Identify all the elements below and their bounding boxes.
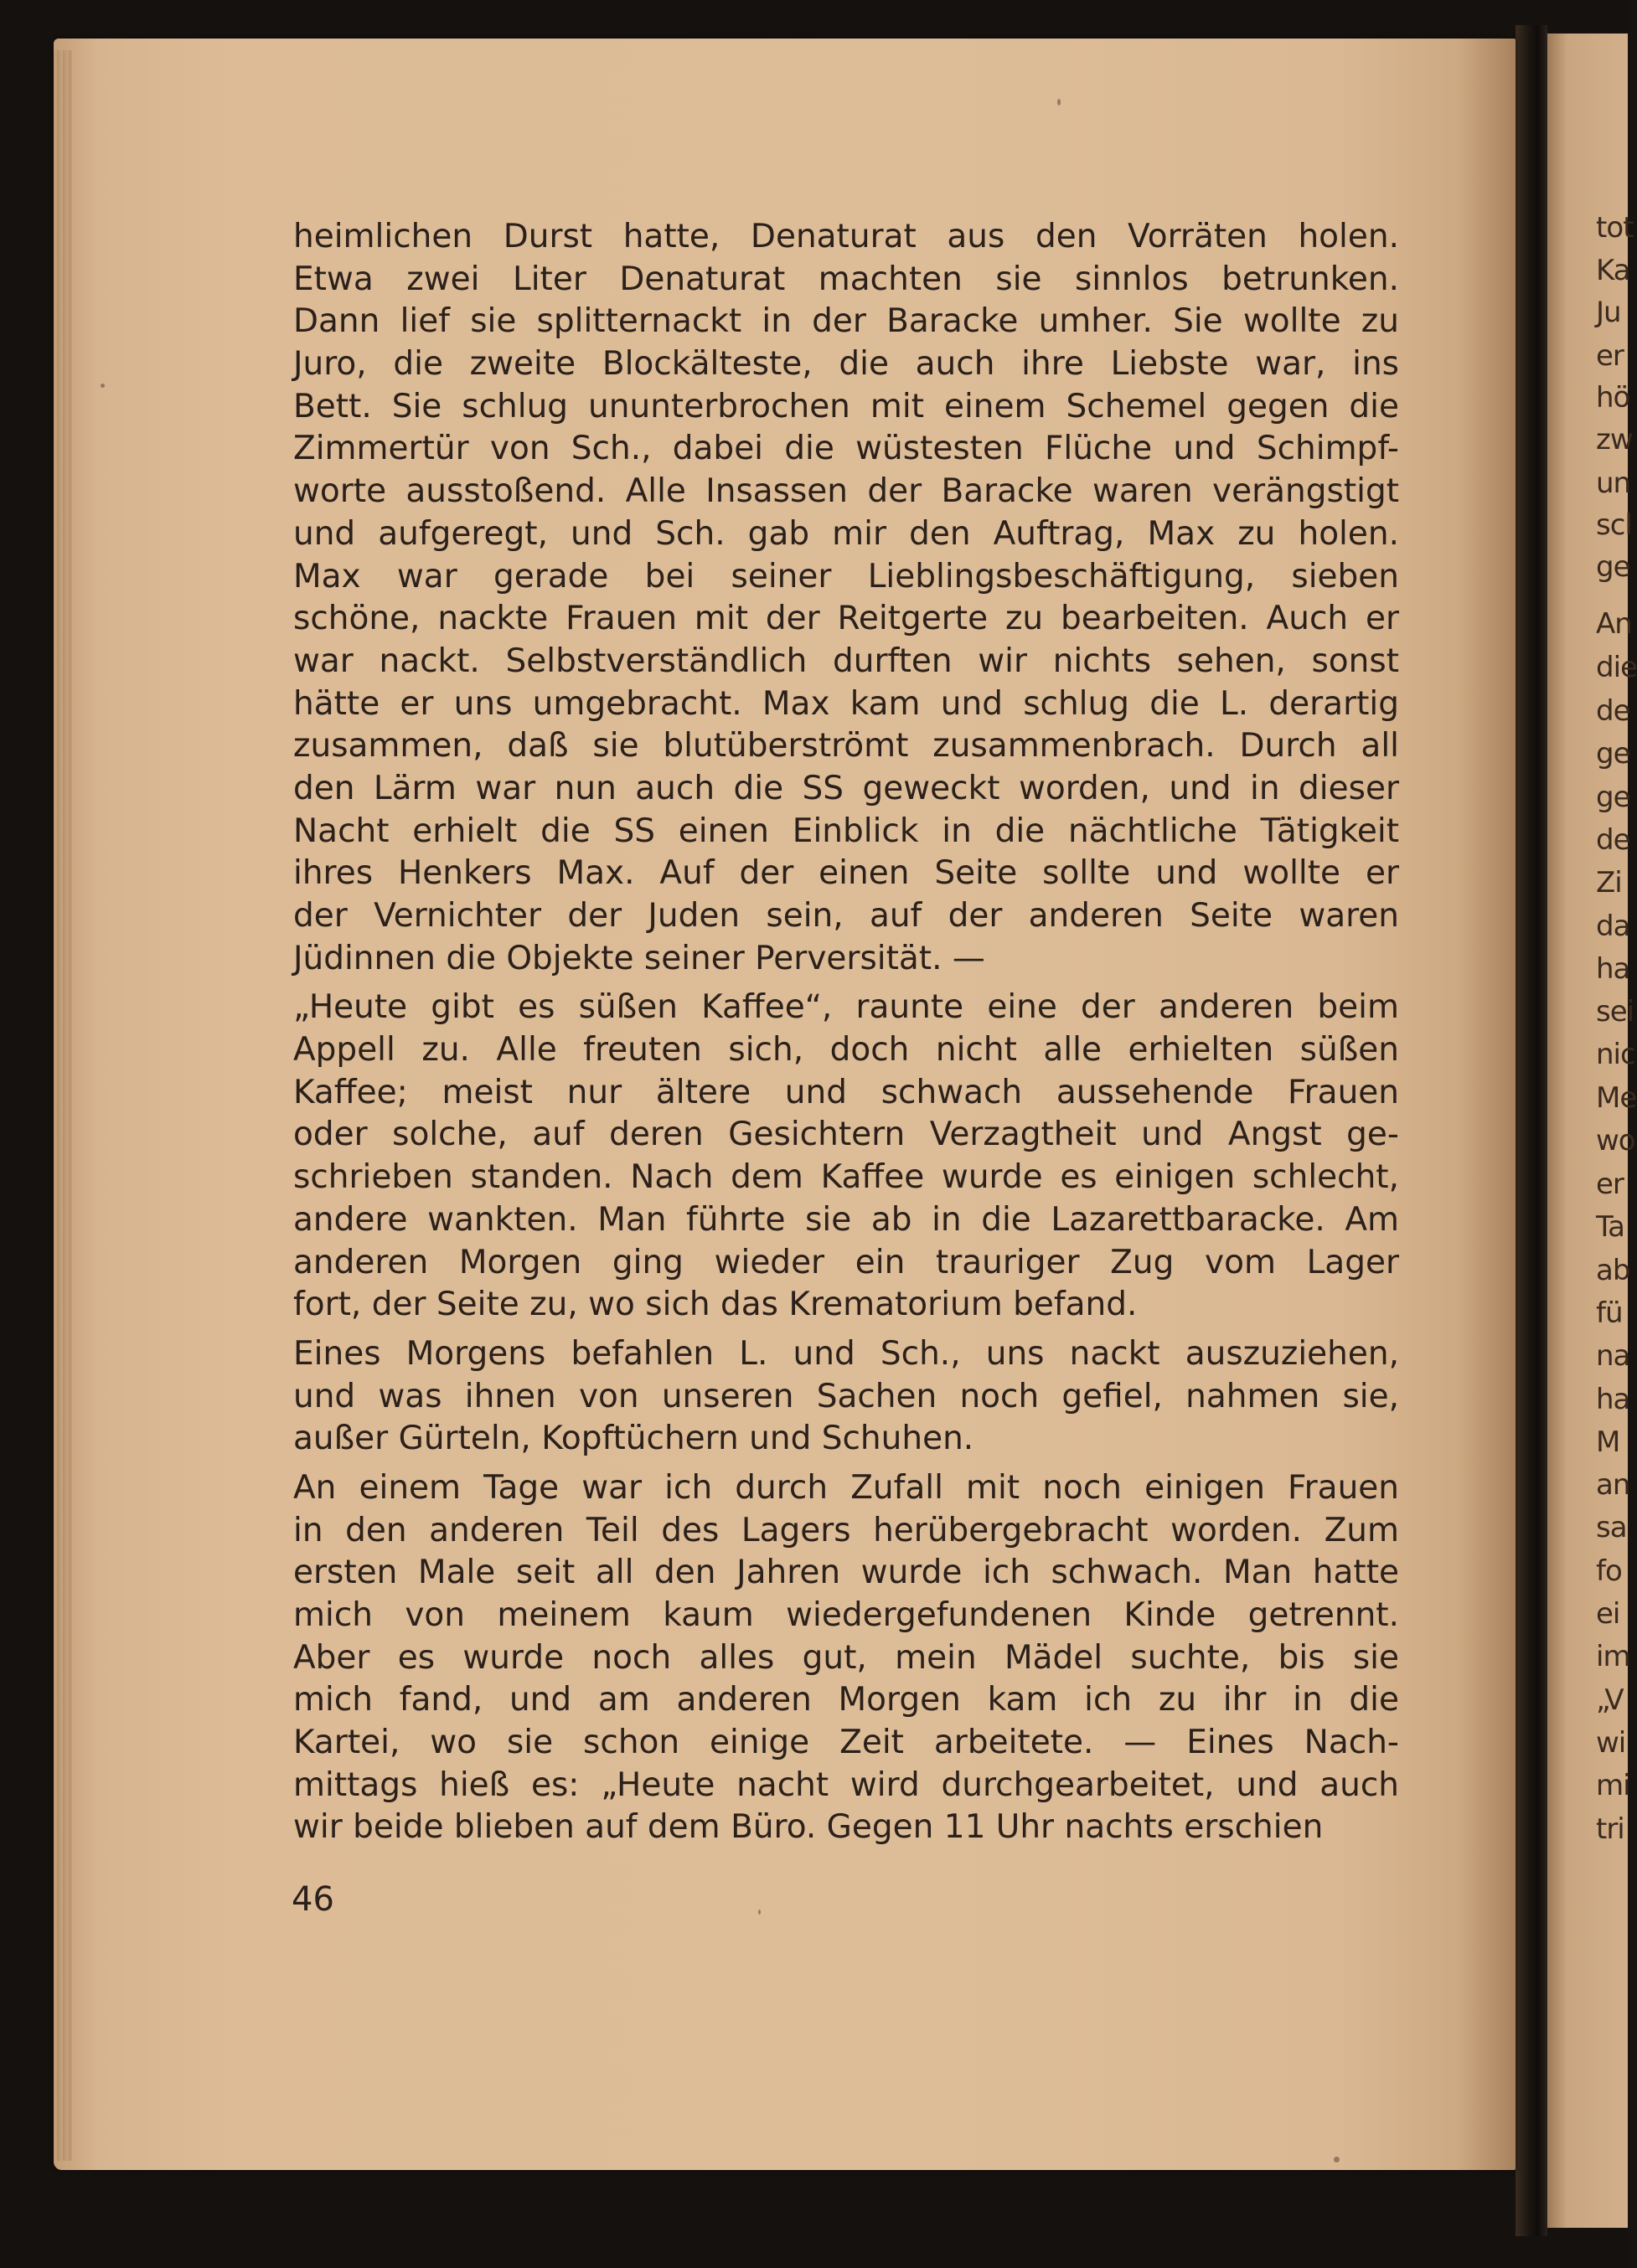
facing-page-fragment: de [1596, 694, 1630, 728]
facing-page-fragment: ge [1596, 781, 1630, 814]
facing-page-fragment: fü [1596, 1296, 1623, 1330]
facing-page-fragment: Me [1596, 1081, 1637, 1115]
text-line: hätte er uns umgebracht. Max kam und schlug die L. derartig [293, 684, 1399, 723]
text-line: Kartei, wo sie schon einige Zeit arbeitete. — Eines Nach- [293, 1724, 1399, 1762]
text-line: mich fand, und am anderen Morgen kam ich zu ihr in die [293, 1681, 1399, 1719]
text-line: „Heute gibt es süßen Kaffee“, raunte eine der anderen beim [293, 988, 1399, 1027]
facing-page-fragment: ge [1596, 737, 1630, 771]
facing-page-fragment: tri [1596, 1812, 1624, 1846]
text-line: Etwa zwei Liter Denaturat machten sie sinnlos betrunken. [293, 260, 1399, 298]
text-line: Jüdinnen die Objekte seiner Perversität. — [293, 939, 985, 977]
text-line: und was ihnen von unseren Sachen noch gefiel, nahmen sie, [293, 1377, 1399, 1415]
facing-page-fragment: zw [1596, 423, 1633, 456]
facing-page-fragment: tot [1596, 211, 1634, 245]
facing-page-fragment: ge [1596, 550, 1630, 584]
text-line: Juro, die zweite Blockälteste, die auch ihre Liebste war, ins [293, 345, 1399, 384]
facing-page-fragment: ab [1596, 1254, 1630, 1287]
text-line: Max war gerade bei seiner Lieblingsbeschäftigung, sieben [293, 557, 1399, 595]
text-line: anderen Morgen ging wieder ein trauriger Zug vom Lager [293, 1243, 1399, 1281]
text-line: und aufgeregt, und Sch. gab mir den Auftrag, Max zu holen. [293, 514, 1399, 553]
text-line: Zimmertür von Sch., dabei die wüstesten Flüche und Schimpf- [293, 430, 1399, 468]
facing-page-fragment: mi [1596, 1769, 1630, 1802]
text-line: wir beide blieben auf dem Büro. Gegen 11 Uhr nachts erschien [293, 1808, 1324, 1847]
text-line: außer Gürteln, Kopftüchern und Schuhen. [293, 1420, 974, 1458]
facing-page-fragment: na [1596, 1339, 1630, 1373]
facing-page-fragment: nic [1596, 1038, 1635, 1071]
text-line: zusammen, daß sie blutüberströmt zusammenbrach. Durch all [293, 727, 1399, 765]
facing-page-fragment: hö [1596, 381, 1630, 415]
text-line: Appell zu. Alle freuten sich, doch nicht alle erhielten süßen [293, 1031, 1399, 1070]
text-line: mich von meinem kaum wiedergefundenen Kinde getrennt. [293, 1596, 1399, 1634]
page-edge-stack [54, 50, 72, 2161]
text-line: den Lärm war nun auch die SS geweckt worden, und in dieser [293, 769, 1399, 807]
body-text [293, 216, 1399, 1849]
text-line: der Vernichter der Juden sein, auf der anderen Seite waren [293, 897, 1399, 935]
facing-page-fragment: fo [1596, 1554, 1622, 1588]
text-line: Nacht erhielt die SS einen Einblick in die nächtliche Tätigkeit [293, 812, 1399, 850]
facing-page-fragment: sa [1596, 1511, 1627, 1544]
facing-page-fragment: Ta [1596, 1210, 1624, 1244]
text-line: Kaffee; meist nur ältere und schwach aussehende Frauen [293, 1073, 1399, 1111]
text-line: schrieben standen. Nach dem Kaffee wurde es einigen schlecht, [293, 1158, 1399, 1197]
facing-page-fragment: da [1596, 910, 1630, 943]
text-line: ihres Henkers Max. Auf der einen Seite sollte und wollte er [293, 854, 1399, 893]
text-line: schöne, nackte Frauen mit der Reitgerte zu bearbeiten. Auch er [293, 600, 1399, 638]
text-line: in den anderen Teil des Lagers herübergebracht worden. Zum [293, 1511, 1399, 1549]
text-line: ersten Male seit all den Jahren wurde ich schwach. Man hatte [293, 1554, 1399, 1592]
facing-page-fragment: ha [1596, 1383, 1630, 1416]
text-line: oder solche, auf deren Gesichtern Verzagtheit und Angst ge- [293, 1116, 1399, 1154]
facing-page-fragment: de [1596, 823, 1630, 857]
book-gutter [1516, 25, 1547, 2236]
facing-page-fragment: an [1596, 1468, 1630, 1502]
facing-page-fragment: Ka [1596, 254, 1630, 287]
page-number: 46 [292, 1880, 334, 1919]
text-line: war nackt. Selbstverständlich durften wir nichts sehen, sonst [293, 642, 1399, 680]
facing-page-fragment: An [1596, 607, 1632, 641]
facing-page-fragment: un [1596, 466, 1631, 500]
text-line: Eines Morgens befahlen L. und Sch., uns nackt auszuziehen, [293, 1334, 1399, 1373]
text-line: Dann lief sie splitternackt in der Baracke umher. Sie wollte zu [293, 302, 1399, 341]
paper-speck [1057, 99, 1061, 106]
facing-page-fragment: im [1596, 1640, 1630, 1673]
facing-page-fragment: er [1596, 1168, 1624, 1201]
facing-page-fragment: wo [1596, 1124, 1635, 1157]
facing-page-fragment: ei [1596, 1597, 1620, 1631]
text-line: An einem Tage war ich durch Zufall mit noch einigen Frauen [293, 1468, 1399, 1507]
text-line: heimlichen Durst hatte, Denaturat aus den Vorräten holen. [293, 218, 1399, 255]
facing-page-fragment: scl [1596, 508, 1632, 542]
paper-speck [101, 384, 105, 388]
paper-speck [758, 1910, 761, 1915]
text-line: fort, der Seite zu, wo sich das Krematorium befand. [293, 1286, 1138, 1324]
facing-page-fragment: M [1596, 1425, 1620, 1459]
facing-page-fragment: ha [1596, 952, 1630, 986]
facing-page-fragment: Ju [1596, 296, 1621, 329]
paper-speck [1334, 2157, 1340, 2162]
text-line: Bett. Sie schlug ununterbrochen mit einem Schemel gegen die [293, 387, 1399, 425]
facing-page-fragment: „V [1596, 1683, 1624, 1717]
text-line: worte ausstoßend. Alle Insassen der Baracke waren verängstigt [293, 472, 1399, 511]
text-line: andere wankten. Man führte sie ab in die Lazarettbaracke. Am [293, 1200, 1399, 1239]
facing-page-fragment: die [1596, 651, 1637, 684]
text-line: Aber es wurde noch alles gut, mein Mädel suchte, bis sie [293, 1638, 1399, 1677]
facing-page-fragment: wi [1596, 1726, 1626, 1760]
facing-page-fragment: Zi [1596, 866, 1622, 899]
text-line: mittags hieß es: „Heute nacht wird durchgearbeitet, und auch [293, 1765, 1399, 1804]
facing-page-fragment: sei [1596, 995, 1634, 1028]
facing-page-fragment: er [1596, 339, 1624, 373]
